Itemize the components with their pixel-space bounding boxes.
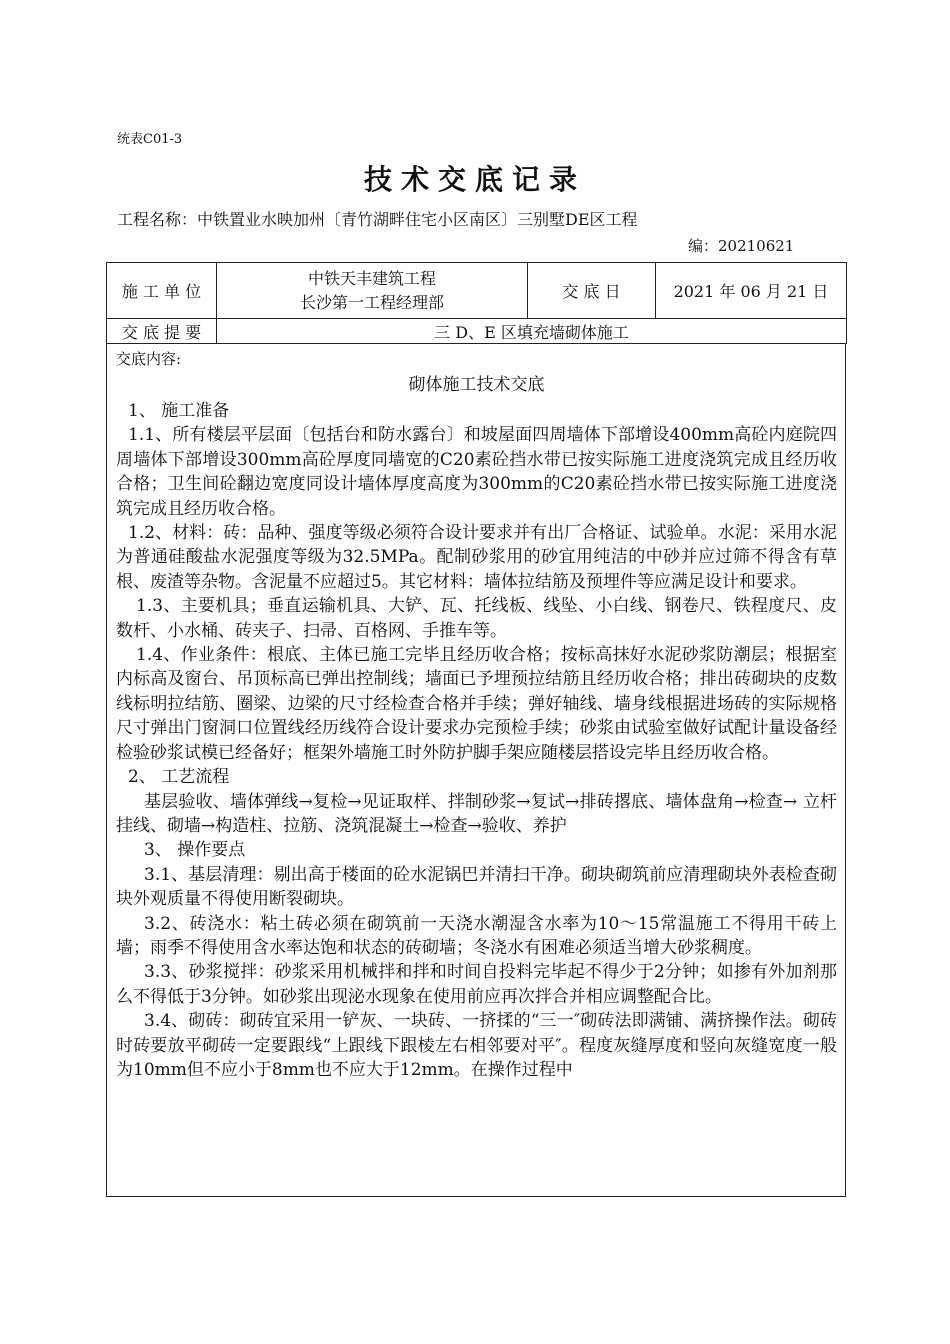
summary-value: 三 D、E 区填充墙砌体施工 — [217, 319, 847, 344]
form-code: 统表C01-3 — [117, 132, 183, 147]
serial-number: 编：20210621 — [688, 237, 795, 255]
paragraph: 3.3、砂浆搅拌：砂浆采用机械拌和拌和时间自投料完毕起不得少于2分钟；如掺有外加剂那么不得低于3分钟。如砂浆出现泌水现象在使用前应再次拌合并相应调整配合比。 — [116, 962, 837, 1007]
date-label: 交 底 日 — [528, 263, 656, 319]
paragraph: 基层验收、墙体弹线→复检→见证取样、拌制砂浆→复试→排砖撂底、墙体盘角→检查→ 立杆挂线、砌墙→构造柱、拉筋、浇筑混凝土→检查→验收、养护 — [116, 791, 837, 836]
paragraph: 1.1、所有楼层平层面〔包括台和防水露台〕和坡屋面四周墙体下部增设400mm高砼内庭院四周墙体下部增设300mm高砼厚度同墙宽的C20素砼挡水带已按实际施工进度浇筑完成且经历收合格；卫生间砼翻边宽度同设计墙体厚度高度为300mm的C20素砼挡水带已按实际施工进度浇筑完成且经历收合格。 — [116, 425, 837, 519]
paragraph: 1.2、材料：砖：品种、强度等级必须符合设计要求并有出厂合格证、试验单。水泥：采用水泥为普通硅酸盐水泥强度等级为32.5MPa。配制砂浆用的砂宜用纯洁的中砂并应过筛不得含有草根、废渣等杂物。含泥量不应超过5。其它材料：墙体拉结筋及预埋件等应满足设计和要求。 — [116, 523, 837, 592]
content-box — [106, 343, 846, 1197]
section-heading: 1、 施工准备 — [128, 401, 230, 421]
paragraph: 3.2、砖浇水：粘土砖必须在砌筑前一天浇水潮湿含水率为10～15常温施工不得用干砖上墙；雨季不得使用含水率达饱和状态的砖砌墙；冬浇水有困难必须适当增大砂浆稠度。 — [116, 913, 837, 958]
content-title: 砌体施工技术交底 — [408, 375, 545, 395]
unit-label: 施 工 单 位 — [107, 263, 217, 319]
page-title: 技术交底记录 — [363, 163, 586, 196]
paragraph: 1.3、主要机具；垂直运输机具、大铲、瓦、托线板、线坠、小白线、钢卷尺、铁程度尺、皮数杆、小水桶、砖夹子、扫帚、百格网、手推车等。 — [116, 596, 837, 641]
header-table — [106, 262, 847, 344]
project-name: 工程名称：中铁置业水映加州〔青竹湖畔住宅小区南区〕三别墅DE区工程 — [117, 210, 638, 229]
paragraph: 3.4、砌砖：砌砖宜采用一铲灰、一块砖、一挤揉的“三一″砌砖法即满铺、满挤操作法。砌砖时砖要放平砌砖一定要跟线“上跟线下跟棱左右相邻要对平″。程度灰缝厚度和竖向灰缝宽度一般为10mm但不应小于8mm也不应大于12mm。在操作过程中 — [116, 1011, 837, 1080]
paragraph: 3.1、基层清理：剔出高于楼面的砼水泥锅巴并清扫干净。砌块砌筑前应清理砌块外表检查砌块外观质量不得使用断裂砌块。 — [116, 864, 837, 910]
section-heading: 3、 操作要点 — [144, 840, 246, 861]
unit-value — [217, 263, 528, 319]
unit-line-1: 中铁天丰建筑工程 — [307, 268, 436, 288]
summary-label: 交 底 提 要 — [107, 319, 217, 344]
content-label: 交底内容: — [116, 350, 182, 368]
section-heading: 2、 工艺流程 — [128, 767, 230, 788]
paragraph: 1.4、作业条件：根底、主体已施工完毕且经历收合格；按标高抹好水泥砂浆防潮层；根据室内标高及窗台、吊顶标高已弹出控制线；墙面已予埋预拉结筋且经历收合格；排出砖砌块的皮数线标明拉结筋、圈梁、边梁的尺寸经检查合格并手续；弹好轴线、墙身线根据进场砖的实际规格尺寸弹出门窗洞口位置线经历线符合设计要求办完预检手续；砂浆由试验室做好试配计量设备经检验砂浆试模已经备好；框架外墙施工时外防护脚手架应随楼层搭设完毕且经历收合格。 — [116, 645, 837, 763]
date-value: 2021 年 06 月 21 日 — [656, 263, 847, 319]
unit-line-2: 长沙第一工程经理部 — [299, 292, 444, 312]
